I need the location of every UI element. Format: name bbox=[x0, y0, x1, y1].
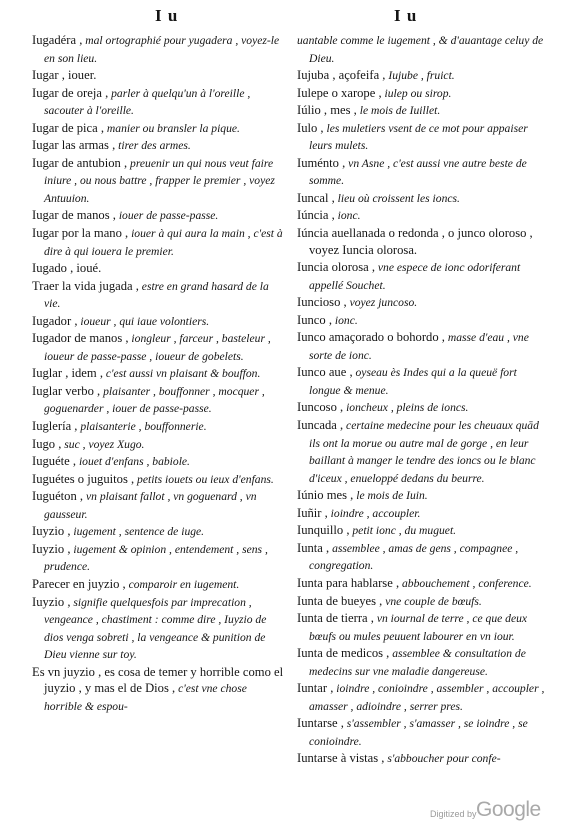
dictionary-entry bbox=[32, 330, 284, 365]
entry-headword: Iugar de oreja , bbox=[32, 85, 109, 100]
dictionary-entry bbox=[32, 383, 284, 418]
entry-gloss: s'assembler , s'amasser , se ioindre , se conioindre. bbox=[309, 717, 528, 748]
dictionary-entry bbox=[297, 85, 547, 103]
page-header bbox=[0, 6, 577, 28]
entry-gloss: vn plaisant fallot , vn goguenard , vn gausseur. bbox=[44, 490, 257, 521]
entry-headword: Iuglería , bbox=[32, 419, 78, 434]
dictionary-entry bbox=[32, 453, 284, 471]
entry-gloss: vn iournal de terre , ce que deux bœufs ou mules peuuent labourer en vn iour. bbox=[309, 612, 528, 643]
entry-gloss: vn Asne , c'est aussi vne autre beste de somme. bbox=[309, 156, 527, 188]
entry-headword: Iugadéra , bbox=[32, 33, 83, 47]
dictionary-entry bbox=[297, 102, 547, 120]
entry-gloss: tirer des armes. bbox=[115, 139, 191, 153]
entry-headword: Iuglar verbo , bbox=[32, 383, 101, 398]
dictionary-entry bbox=[297, 399, 547, 417]
dictionary-entry bbox=[32, 365, 284, 383]
entry-headword: Iuncada , bbox=[297, 418, 344, 433]
entry-headword: Iúncia auellanada o redonda , o junco oloroso , voyez Iuncia olorosa. bbox=[297, 226, 533, 257]
entry-headword: Iunquillo , bbox=[297, 523, 350, 538]
dictionary-entry bbox=[32, 594, 284, 664]
dictionary-entry bbox=[32, 155, 284, 208]
dictionary-entry bbox=[32, 67, 284, 85]
entry-gloss: comparoir en iugement. bbox=[125, 577, 240, 591]
dictionary-entry bbox=[297, 680, 547, 715]
entry-headword: Iugado , ioué. bbox=[32, 261, 102, 276]
entry-gloss: lieu où croissent les ioncs. bbox=[334, 191, 460, 205]
entry-headword: Iugar las armas , bbox=[32, 138, 116, 153]
dictionary-entry bbox=[297, 522, 547, 540]
right-column bbox=[297, 32, 547, 768]
entry-headword: Iunco amaçorado o bohordo , bbox=[297, 330, 445, 345]
entry-headword: Iúlio , mes , bbox=[297, 103, 357, 118]
dictionary-entry bbox=[32, 523, 284, 541]
entry-gloss: vne couple de bœufs. bbox=[382, 594, 482, 608]
entry-headword: Es vn juyzio , es cosa de temer y horrible como el juyzio , y mas el de Dios , bbox=[32, 664, 284, 696]
dictionary-entry bbox=[32, 32, 284, 67]
dictionary-entry bbox=[32, 418, 284, 436]
dictionary-entry bbox=[297, 312, 547, 330]
dictionary-entry bbox=[297, 155, 547, 190]
entry-gloss: iouer de passe-passe. bbox=[115, 209, 219, 223]
entry-headword: Iuglar , idem , bbox=[32, 366, 103, 381]
entry-headword: Parecer en juyzio , bbox=[32, 576, 126, 591]
entry-headword: Iugar de antubion , bbox=[32, 155, 128, 170]
entry-gloss: abbouchement , conference. bbox=[399, 576, 532, 590]
dictionary-entry bbox=[32, 137, 284, 155]
dictionary-entry bbox=[297, 575, 547, 593]
entry-gloss: ionc. bbox=[334, 209, 361, 223]
dictionary-entry bbox=[297, 645, 547, 680]
entry-gloss: le mois de Iuillet. bbox=[356, 104, 441, 118]
dictionary-entry bbox=[297, 540, 547, 575]
left-running-head: I u bbox=[155, 6, 179, 25]
entry-gloss: le mois de Iuin. bbox=[353, 489, 428, 503]
entry-gloss: vne espece de ionc odoriferant appellé Souchet. bbox=[309, 261, 521, 292]
entry-headword: Iunco aue , bbox=[297, 365, 353, 380]
entry-gloss: petits iouets ou ieux d'enfans. bbox=[134, 472, 274, 486]
entry-gloss: oyseau ès Indes qui a la queuë fort longue & menue. bbox=[309, 366, 517, 397]
entry-gloss: assemblee & consultation de medecins sur vne maladie dangereuse. bbox=[309, 647, 526, 678]
dictionary-entry bbox=[297, 120, 547, 155]
dictionary-entry bbox=[32, 436, 284, 454]
entry-gloss: signifie quelquesfois par imprecation , vengeance , chastiment : comme dire , Iuyzio de dios venga sobreti , la vengeance & punition de Dieu vienne sur toy. bbox=[44, 595, 267, 662]
entry-gloss: iugement & opinion , entendement , sens , prudence. bbox=[44, 542, 268, 574]
dictionary-entry bbox=[297, 207, 547, 225]
entry-headword: Iuyzio , bbox=[32, 541, 71, 556]
dictionary-entry bbox=[297, 364, 547, 399]
left-column bbox=[32, 32, 284, 715]
dictionary-entry bbox=[32, 471, 284, 489]
dictionary-entry bbox=[297, 225, 547, 259]
entry-gloss: c'est aussi vn plaisant & bouffon. bbox=[103, 367, 261, 381]
entry-headword: Iugador , bbox=[32, 313, 78, 328]
dictionary-entry bbox=[297, 67, 547, 85]
dictionary-entry bbox=[297, 487, 547, 505]
entry-gloss: parler à quelqu'un à l'oreille , sacouter à l'oreille. bbox=[44, 86, 251, 118]
entry-headword: Iugar , iouer. bbox=[32, 68, 97, 83]
dictionary-entry bbox=[32, 225, 284, 260]
entry-gloss: iongleur , farceur , basteleur , ioueur de passe-passe , ioueur de gobelets. bbox=[44, 332, 271, 363]
dictionary-entry bbox=[297, 190, 547, 208]
dictionary-entry bbox=[32, 120, 284, 138]
entry-headword: Iujuba , açofeifa , bbox=[297, 68, 386, 83]
entry-gloss: masse d'eau , vne sorte de ionc. bbox=[309, 331, 529, 362]
entry-gloss: les muletiers vsent de ce mot pour appaiser leurs mulets. bbox=[309, 121, 528, 153]
dictionary-entry bbox=[297, 417, 547, 487]
entry-headword: Iunta de bueyes , bbox=[297, 593, 383, 608]
dictionary-entry bbox=[297, 294, 547, 312]
entry-gloss: suc , voyez Xugo. bbox=[61, 437, 145, 451]
entry-gloss: iulep ou sirop. bbox=[381, 86, 452, 100]
entry-gloss: s'abboucher pour confe- bbox=[384, 752, 501, 766]
entry-gloss: certaine medecine pour les cheuaux quād ils ont la morue ou autre mal de gorge , en leur baillant à manger le tendre des ioncs ou le blanc d'iceux , enueloppé dedans du beurre. bbox=[309, 419, 539, 485]
entry-headword: Iunta para hablarse , bbox=[297, 575, 400, 590]
dictionary-entry bbox=[297, 593, 547, 611]
entry-headword: Iuntar , bbox=[297, 681, 334, 696]
entry-gloss: Iujube , fruict. bbox=[385, 69, 455, 83]
entry-headword: Iulo , bbox=[297, 120, 324, 135]
entry-headword: Iunco , bbox=[297, 312, 332, 327]
entry-headword: Iugar de manos , bbox=[32, 208, 116, 223]
entry-headword: Iúnio mes , bbox=[297, 488, 354, 503]
entry-headword: Iugar por la mano , bbox=[32, 226, 129, 241]
entry-gloss: ioindre , conioindre , assembler , accoupler , amasser , adioindre , serrer pres. bbox=[309, 682, 545, 713]
entry-gloss: preuenir un qui nous veut faire iniure , ou nous battre , frapper le premier , voyez Antuuion. bbox=[44, 156, 275, 205]
entry-headword: Iuncoso , bbox=[297, 400, 344, 415]
entry-gloss: mal ortographié pour yugadera , voyez-le en son lieu. bbox=[44, 34, 280, 65]
entry-headword: Iuntarse , bbox=[297, 716, 344, 731]
entry-headword: Iuguéton , bbox=[32, 489, 84, 504]
entry-headword: Iuguéte , bbox=[32, 454, 77, 469]
entry-headword: Iunta de tierra , bbox=[297, 611, 374, 626]
entry-headword: Iunta de medicos , bbox=[297, 646, 390, 661]
dictionary-entry bbox=[32, 207, 284, 225]
entry-gloss: ionc. bbox=[331, 313, 358, 327]
entry-headword: Iunta , bbox=[297, 540, 330, 555]
dictionary-entry bbox=[297, 329, 547, 364]
entry-gloss: uantable comme le iugement , & d'auantage celuy de Dieu. bbox=[297, 34, 544, 65]
dictionary-entry bbox=[297, 259, 547, 294]
entry-headword: Iuntarse à vistas , bbox=[297, 751, 385, 766]
entry-gloss: iugement , sentence de iuge. bbox=[70, 525, 205, 539]
entry-gloss: plaisanter , bouffonner , mocquer , goguenarder , iouer de passe-passe. bbox=[44, 384, 265, 416]
entry-headword: Iuncioso , bbox=[297, 295, 347, 310]
dictionary-entry bbox=[297, 505, 547, 523]
dictionary-entry bbox=[32, 488, 284, 523]
entry-headword: Iugo , bbox=[32, 436, 62, 451]
entry-headword: Iuyzio , bbox=[32, 594, 71, 609]
entry-gloss: estre en grand hasard de la vie. bbox=[44, 279, 269, 311]
entry-headword: Iuguétes o juguitos , bbox=[32, 471, 135, 486]
entry-gloss: petit ionc , du muguet. bbox=[349, 524, 457, 538]
entry-gloss: ioncheux , pleins de ioncs. bbox=[343, 401, 469, 415]
right-running-head: I u bbox=[394, 6, 418, 25]
dictionary-entry bbox=[297, 715, 547, 750]
entry-gloss: plaisanterie , bouffonnerie. bbox=[77, 420, 207, 434]
entry-headword: Iuncal , bbox=[297, 190, 335, 205]
entry-headword: Iugador de manos , bbox=[32, 331, 129, 346]
google-logo: Google bbox=[476, 798, 541, 821]
entry-headword: Iuyzio , bbox=[32, 524, 71, 539]
entry-gloss: manier ou bransler la pique. bbox=[104, 121, 240, 135]
dictionary-entry bbox=[32, 664, 284, 716]
dictionary-entry bbox=[32, 313, 284, 331]
entry-gloss: ioindre , accoupler. bbox=[327, 506, 421, 520]
google-watermark bbox=[430, 798, 570, 824]
entry-gloss: iouer à qui aura la main , c'est à dire à qui iouera le premier. bbox=[44, 227, 283, 258]
dictionary-entry bbox=[297, 610, 547, 645]
entry-headword: Iuñir , bbox=[297, 505, 328, 520]
dictionary-entry bbox=[297, 32, 547, 67]
dictionary-entry bbox=[32, 85, 284, 120]
entry-gloss: assemblee , amas de gens , compagnee , congregation. bbox=[309, 541, 519, 573]
entry-headword: Traer la vida jugada , bbox=[32, 278, 139, 293]
entry-gloss: c'est vne chose horrible & espou- bbox=[44, 682, 247, 713]
dictionary-entry bbox=[297, 750, 547, 768]
entry-gloss: iouet d'enfans , babiole. bbox=[76, 455, 190, 469]
entry-headword: Iúncia , bbox=[297, 208, 335, 223]
dictionary-entry bbox=[32, 541, 284, 576]
digitized-by-text: Digitized by bbox=[430, 809, 477, 819]
dictionary-entry bbox=[32, 260, 284, 278]
entry-headword: Iuménto , bbox=[297, 155, 346, 170]
dictionary-entry bbox=[32, 576, 284, 594]
dictionary-entry bbox=[32, 278, 284, 313]
entry-headword: Iulepe o xarope , bbox=[297, 85, 382, 100]
entry-gloss: ioueur , qui iaue volontiers. bbox=[77, 314, 210, 328]
entry-headword: Iuncia olorosa , bbox=[297, 260, 375, 275]
entry-gloss: voyez juncoso. bbox=[346, 296, 418, 310]
entry-headword: Iugar de pica , bbox=[32, 120, 105, 135]
